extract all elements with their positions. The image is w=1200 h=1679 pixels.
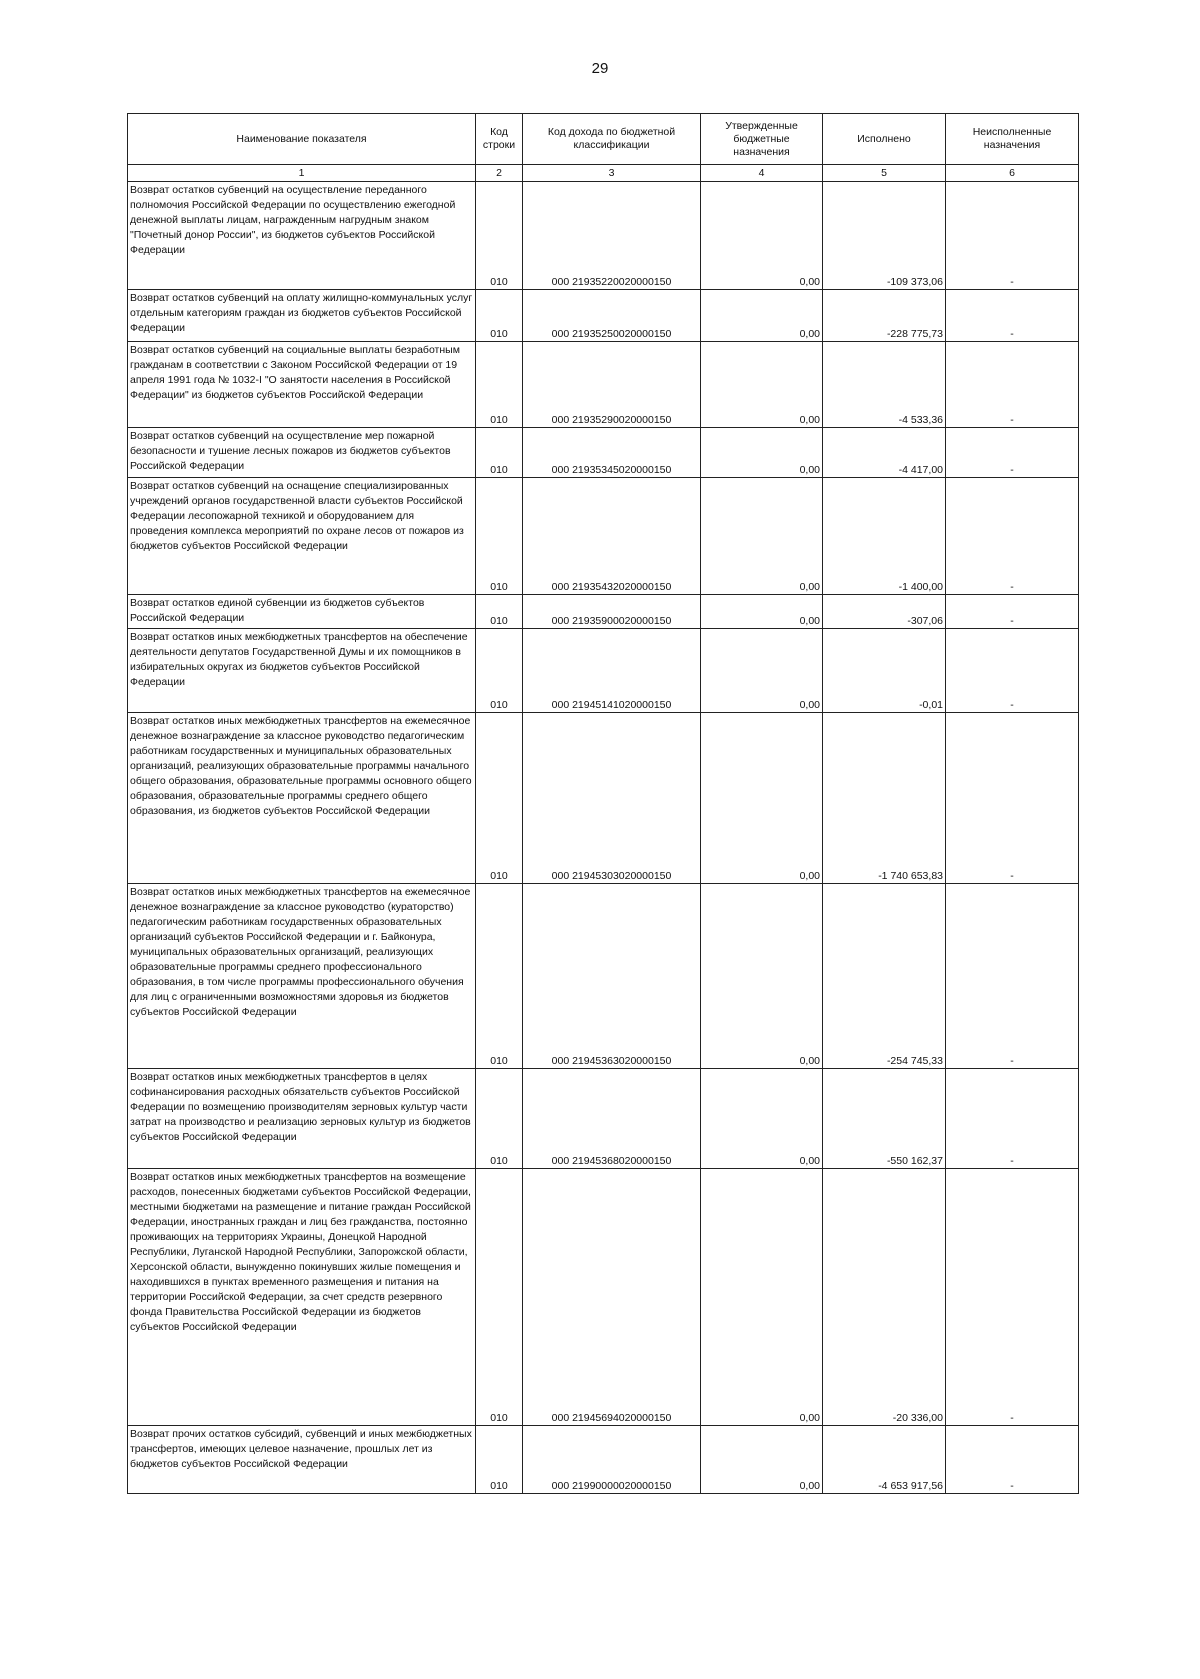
income-code: 000 21945368020000150 [523, 1069, 701, 1169]
table-row [128, 478, 1079, 595]
executed-value: -0,01 [823, 629, 946, 713]
column-number: 3 [523, 165, 701, 182]
indicator-name: Возврат остатков иных межбюджетных трансфертов на обеспечение деятельности депутатов Государственной Думы и их помощников в избирательных округах из бюджетов субъектов Российской Федерации [128, 629, 476, 713]
unexecuted-value: - [946, 1426, 1079, 1494]
unexecuted-value: - [946, 478, 1079, 595]
income-code: 000 21935250020000150 [523, 290, 701, 342]
unexecuted-value: - [946, 1069, 1079, 1169]
income-code: 000 21990000020000150 [523, 1426, 701, 1494]
line-code: 010 [476, 478, 523, 595]
indicator-name: Возврат остатков иных межбюджетных трансфертов на ежемесячное денежное вознаграждение за классное руководство педагогическим работникам государственных и муниципальных образовательных организаций, реализующих образовательные программы начального общего образования, образовательные программы основного общего образования, образовательные программы среднего общего образования, из бюджетов субъектов Российской Федерации [128, 713, 476, 884]
approved-value: 0,00 [701, 290, 823, 342]
indicator-name: Возврат остатков субвенций на оснащение специализированных учреждений органов государственной власти субъектов Российской Федерации лесопожарной техникой и оборудованием для проведения комплекса мероприятий по охране лесов от пожаров из бюджетов субъектов Российской Федерации [128, 478, 476, 595]
indicator-name: Возврат остатков субвенций на социальные выплаты безработным гражданам в соответствии с Законом Российской Федерации от 19 апреля 1991 года № 1032-I "О занятости населения в Российской Федерации" из бюджетов субъектов Российской Федерации [128, 342, 476, 428]
line-code: 010 [476, 182, 523, 290]
header-approved: Утвержденные бюджетные назначения [701, 114, 823, 165]
unexecuted-value: - [946, 595, 1079, 629]
income-code: 000 21935432020000150 [523, 478, 701, 595]
line-code: 010 [476, 342, 523, 428]
approved-value: 0,00 [701, 1069, 823, 1169]
approved-value: 0,00 [701, 182, 823, 290]
column-number: 4 [701, 165, 823, 182]
indicator-name: Возврат остатков субвенций на осуществление переданного полномочия Российской Федерации по осуществлению ежегодной денежной выплаты лицам, награжденным нагрудным знаком "Почетный донор России", из бюджетов субъектов Российской Федерации [128, 182, 476, 290]
executed-value: -20 336,00 [823, 1169, 946, 1426]
indicator-name: Возврат прочих остатков субсидий, субвенций и иных межбюджетных трансфертов, имеющих целевое назначение, прошлых лет из бюджетов субъектов Российской Федерации [128, 1426, 476, 1494]
unexecuted-value: - [946, 884, 1079, 1069]
approved-value: 0,00 [701, 629, 823, 713]
column-number: 1 [128, 165, 476, 182]
line-code: 010 [476, 884, 523, 1069]
table-row [128, 342, 1079, 428]
executed-value: -4 653 917,56 [823, 1426, 946, 1494]
column-number: 6 [946, 165, 1079, 182]
executed-value: -4 417,00 [823, 428, 946, 478]
approved-value: 0,00 [701, 342, 823, 428]
income-code: 000 21945363020000150 [523, 884, 701, 1069]
indicator-name: Возврат остатков иных межбюджетных трансфертов в целях софинансирования расходных обязательств субъектов Российской Федерации по возмещению производителям зерновых культур части затрат на производство и реализацию зерновых культур из бюджетов субъектов Российской Федерации [128, 1069, 476, 1169]
table-row [128, 884, 1079, 1069]
line-code: 010 [476, 1069, 523, 1169]
income-code: 000 21945141020000150 [523, 629, 701, 713]
report-table [127, 113, 1079, 1494]
income-code: 000 21935345020000150 [523, 428, 701, 478]
header-unexecuted: Неисполненные назначения [946, 114, 1079, 165]
unexecuted-value: - [946, 713, 1079, 884]
line-code: 010 [476, 1426, 523, 1494]
table-row [128, 629, 1079, 713]
executed-value: -550 162,37 [823, 1069, 946, 1169]
table-row [128, 1169, 1079, 1426]
executed-value: -1 400,00 [823, 478, 946, 595]
line-code: 010 [476, 713, 523, 884]
income-code: 000 21935290020000150 [523, 342, 701, 428]
unexecuted-value: - [946, 342, 1079, 428]
line-code: 010 [476, 1169, 523, 1426]
income-code: 000 21935220020000150 [523, 182, 701, 290]
line-code: 010 [476, 595, 523, 629]
income-code: 000 21945303020000150 [523, 713, 701, 884]
column-number: 2 [476, 165, 523, 182]
table-row [128, 290, 1079, 342]
unexecuted-value: - [946, 1169, 1079, 1426]
table-row [128, 1426, 1079, 1494]
executed-value: -109 373,06 [823, 182, 946, 290]
approved-value: 0,00 [701, 884, 823, 1069]
line-code: 010 [476, 290, 523, 342]
unexecuted-value: - [946, 629, 1079, 713]
column-number-row [128, 165, 1079, 182]
income-code: 000 21945694020000150 [523, 1169, 701, 1426]
table-row [128, 1069, 1079, 1169]
unexecuted-value: - [946, 290, 1079, 342]
indicator-name: Возврат остатков единой субвенции из бюджетов субъектов Российской Федерации [128, 595, 476, 629]
unexecuted-value: - [946, 182, 1079, 290]
executed-value: -307,06 [823, 595, 946, 629]
approved-value: 0,00 [701, 713, 823, 884]
approved-value: 0,00 [701, 478, 823, 595]
executed-value: -4 533,36 [823, 342, 946, 428]
page-number: 29 [591, 60, 609, 77]
table-row [128, 713, 1079, 884]
line-code: 010 [476, 428, 523, 478]
approved-value: 0,00 [701, 1426, 823, 1494]
header-line-code: Код строки [476, 114, 523, 165]
executed-value: -254 745,33 [823, 884, 946, 1069]
column-number: 5 [823, 165, 946, 182]
indicator-name: Возврат остатков иных межбюджетных трансфертов на возмещение расходов, понесенных бюджетами субъектов Российской Федерации, местными бюджетами на размещение и питание граждан Российской Федерации, иностранных граждан и лиц без гражданства, постоянно проживающих на территориях Украины, Донецкой Народной Республики, Луганской Народной Республики, Запорожской области, Херсонской области, вынужденно покинувших жилые помещения и находившихся в пунктах временного размещения и питания на территории Российской Федерации, за счет средств резервного фонда Правительства Российской Федерации из бюджетов субъектов Российской Федерации [128, 1169, 476, 1426]
header-indicator-name: Наименование показателя [128, 114, 476, 165]
indicator-name: Возврат остатков иных межбюджетных трансфертов на ежемесячное денежное вознаграждение за классное руководство (кураторство) педагогическим работникам государственных образовательных организаций субъектов Российской Федерации и г. Байконура, муниципальных образовательных организаций, реализующих образовательные программы среднего профессионального образования, в том числе программы профессионального обучения для лиц с ограниченными возможностями здоровья из бюджетов субъектов Российской Федерации [128, 884, 476, 1069]
table-row [128, 182, 1079, 290]
line-code: 010 [476, 629, 523, 713]
indicator-name: Возврат остатков субвенций на осуществление мер пожарной безопасности и тушение лесных пожаров из бюджетов субъектов Российской Федерации [128, 428, 476, 478]
table-row [128, 428, 1079, 478]
executed-value: -1 740 653,83 [823, 713, 946, 884]
indicator-name: Возврат остатков субвенций на оплату жилищно-коммунальных услуг отдельным категориям граждан из бюджетов субъектов Российской Федерации [128, 290, 476, 342]
approved-value: 0,00 [701, 595, 823, 629]
header-executed: Исполнено [823, 114, 946, 165]
executed-value: -228 775,73 [823, 290, 946, 342]
approved-value: 0,00 [701, 428, 823, 478]
table-row [128, 595, 1079, 629]
unexecuted-value: - [946, 428, 1079, 478]
header-income-code: Код дохода по бюджетной классификации [523, 114, 701, 165]
income-code: 000 21935900020000150 [523, 595, 701, 629]
header-row [128, 114, 1079, 165]
approved-value: 0,00 [701, 1169, 823, 1426]
